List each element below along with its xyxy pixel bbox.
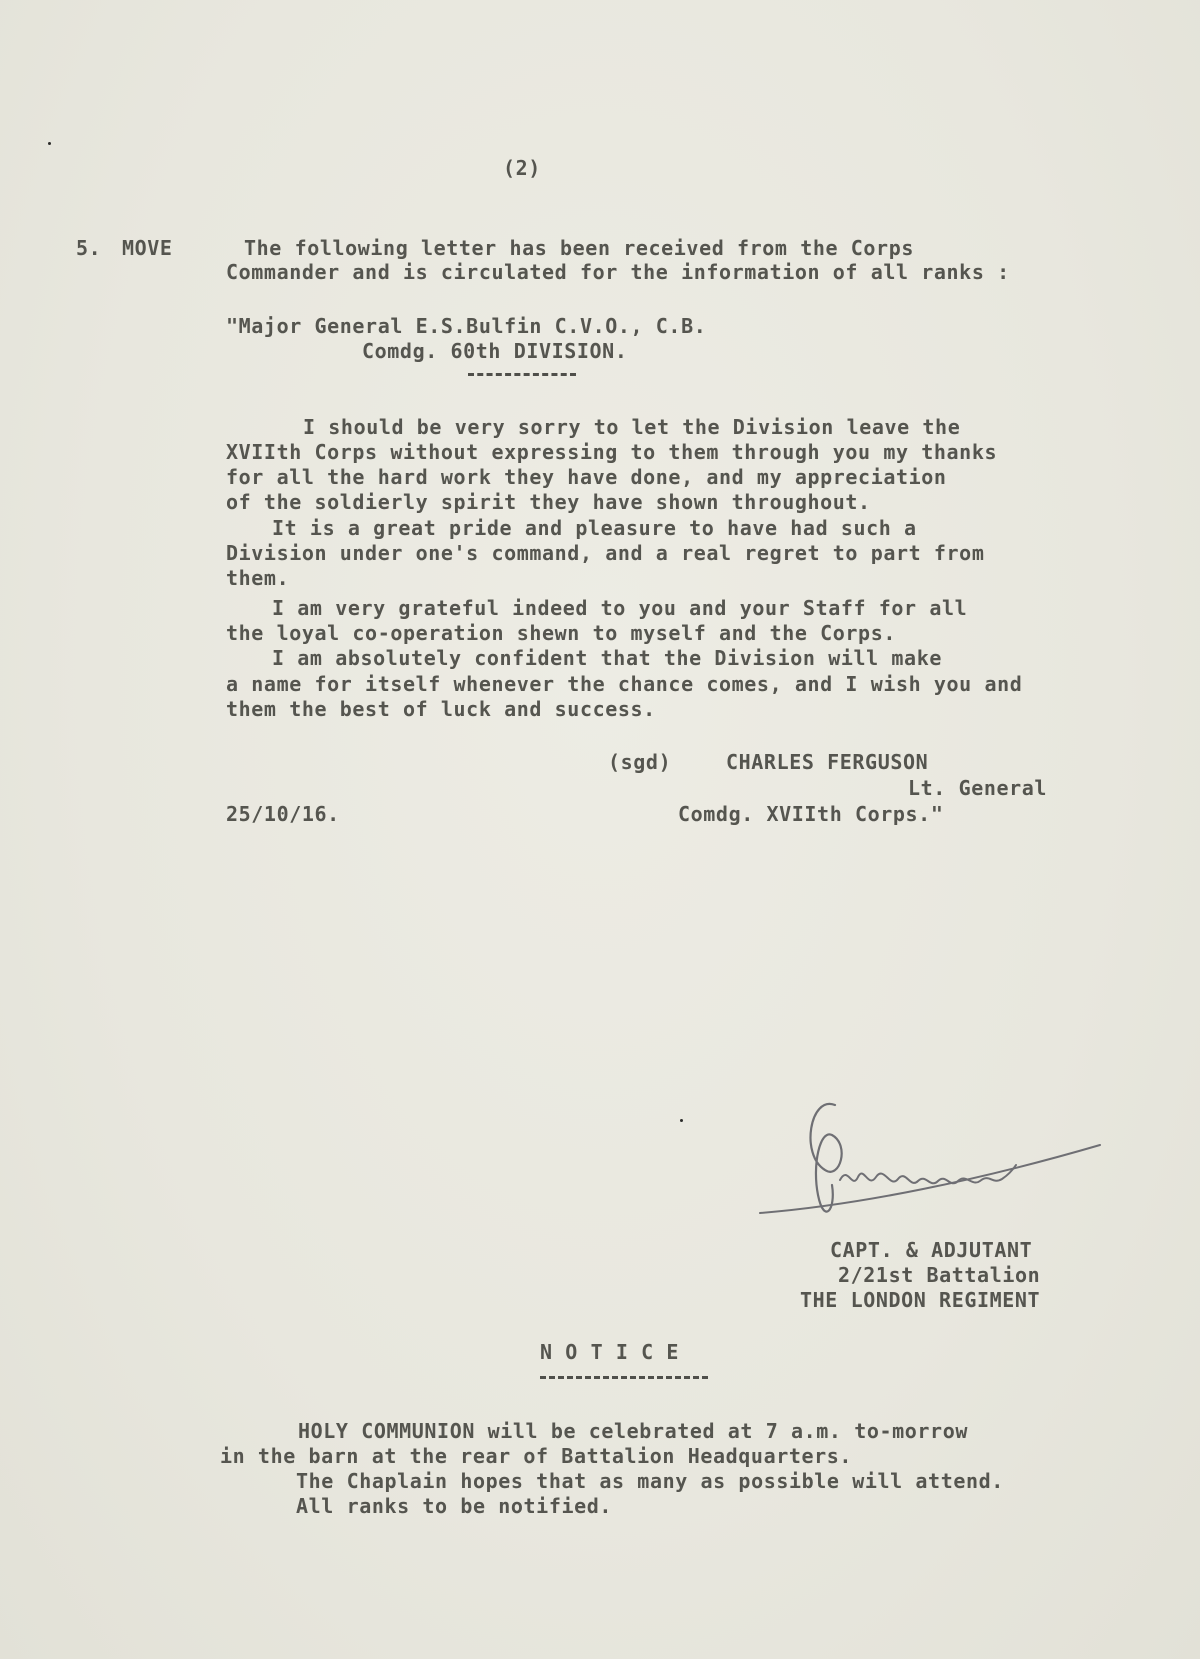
intro-line: Commander and is circulated for the information of all ranks : (226, 260, 1010, 284)
signatory-name: CHARLES FERGUSON (726, 750, 929, 774)
letter-line: them the best of luck and success. (226, 697, 656, 721)
signed-marker: (sgd) (608, 750, 672, 774)
notice-line: All ranks to be notified. (296, 1494, 613, 1518)
notice-line: HOLY COMMUNION will be celebrated at 7 a.m. to-morrow (298, 1419, 968, 1443)
notice-line: The Chaplain hopes that as many as possible will attend. (296, 1469, 1004, 1493)
signatory-post: Comdg. XVIIth Corps." (678, 802, 944, 826)
letter-addressee: "Major General E.S.Bulfin C.V.O., C.B. (226, 314, 707, 338)
letter-date: 25/10/16. (226, 802, 340, 826)
notice-heading: N O T I C E (540, 1340, 680, 1364)
ink-speck (48, 142, 51, 145)
signatory-rank: Lt. General (908, 776, 1048, 800)
letter-line: I am very grateful indeed to you and your Staff for all (272, 596, 968, 620)
ink-speck (680, 1119, 683, 1122)
letter-line: I am absolutely confident that the Division will make (272, 646, 942, 670)
letter-line: Division under one's command, and a real regret to part from (226, 541, 985, 565)
intro-line: The following letter has been received from the Corps (244, 236, 914, 260)
letter-line: It is a great pride and pleasure to have had such a (272, 516, 917, 540)
letter-line: the loyal co-operation shewn to myself and the Corps. (226, 621, 896, 645)
adjutant-regiment: THE LONDON REGIMENT (800, 1288, 1041, 1312)
letter-line: of the soldierly spirit they have shown throughout. (226, 490, 871, 514)
adjutant-unit: 2/21st Battalion (838, 1263, 1041, 1287)
letter-line: I should be very sorry to let the Division leave the (303, 415, 961, 439)
letter-line: XVIIth Corps without expressing to them through you my thanks (226, 440, 998, 464)
page-number: (2) (503, 156, 541, 180)
letter-addressee: Comdg. 60th DIVISION. (362, 339, 628, 363)
notice-underline (540, 1376, 708, 1379)
adjutant-title: CAPT. & ADJUTANT (830, 1238, 1033, 1262)
section-heading: MOVE (122, 236, 173, 260)
section-number: 5. (76, 236, 102, 260)
notice-line: in the barn at the rear of Battalion Headquarters. (220, 1444, 853, 1468)
addressee-underline (468, 373, 576, 376)
letter-line: for all the hard work they have done, and my appreciation (226, 465, 947, 489)
handwritten-signature (740, 1085, 1110, 1235)
letter-line: them. (226, 566, 290, 590)
letter-line: a name for itself whenever the chance comes, and I wish you and (226, 672, 1023, 696)
